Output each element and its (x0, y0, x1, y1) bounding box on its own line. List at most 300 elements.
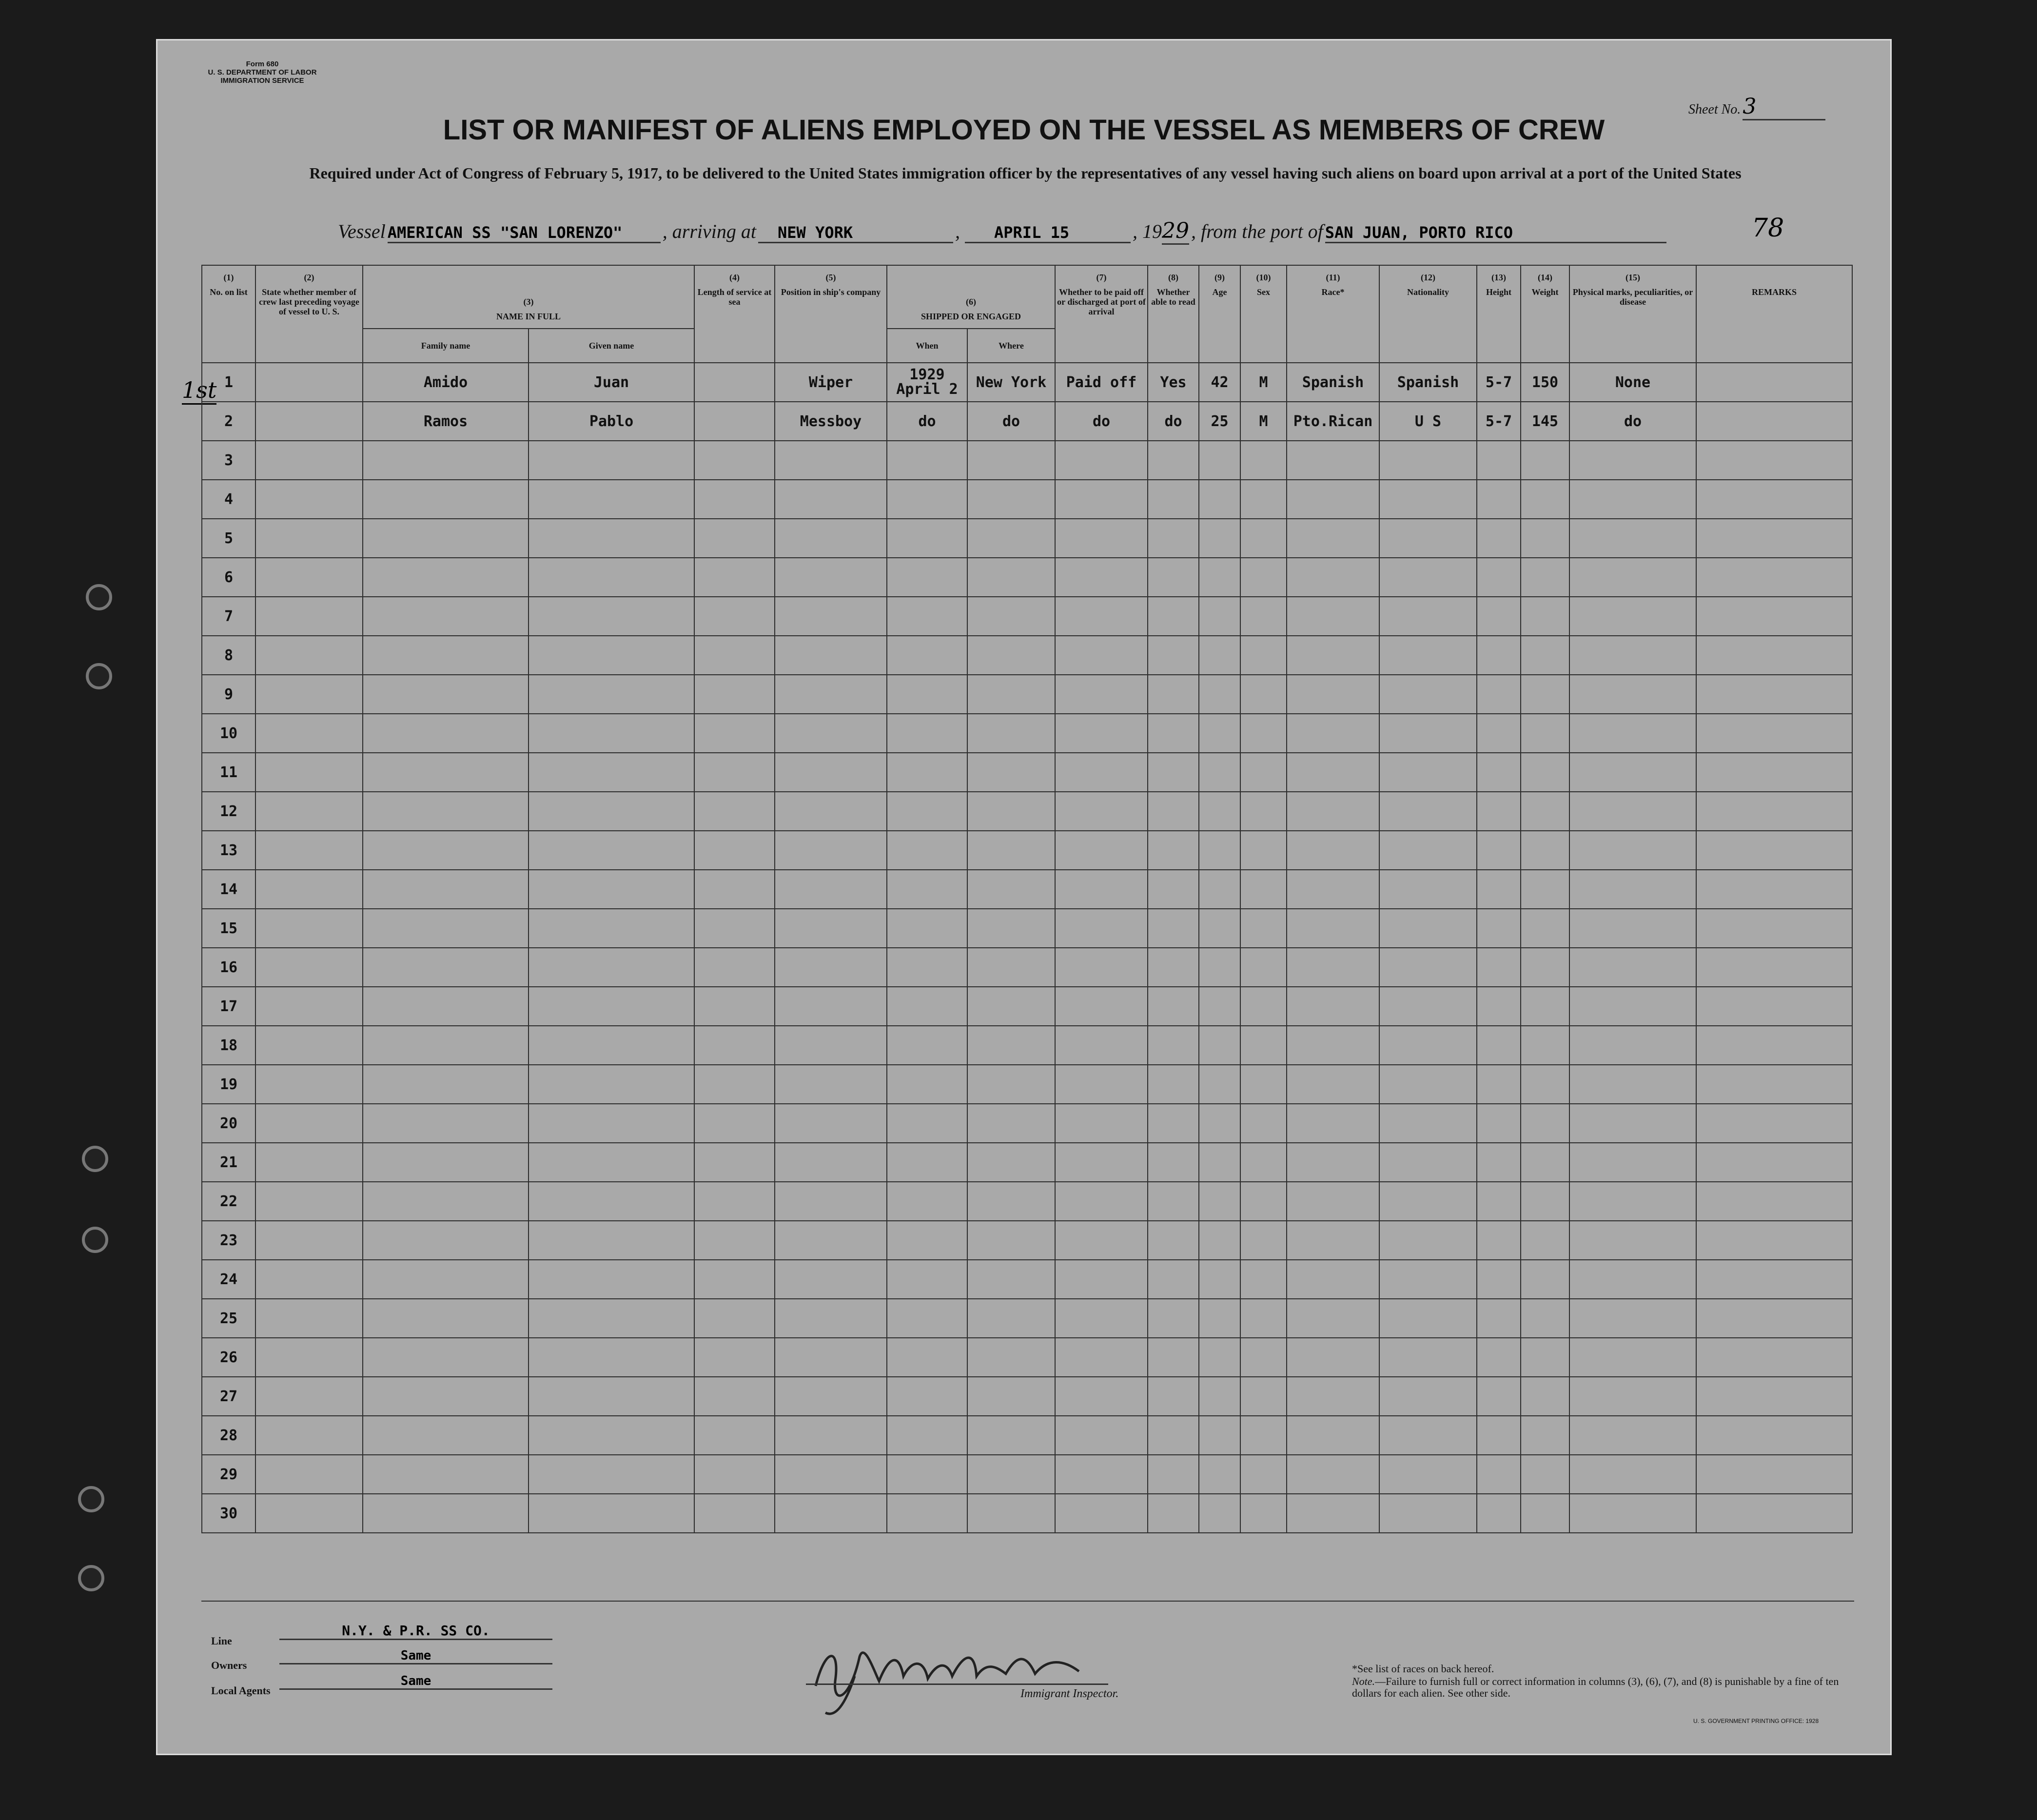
position-cell (775, 519, 887, 558)
table-row (202, 363, 1852, 402)
paid-off-cell (1055, 909, 1148, 948)
when-cell (887, 987, 967, 1026)
height-cell (1477, 1299, 1521, 1338)
height-cell (1477, 1065, 1521, 1104)
nationality-cell (1379, 480, 1477, 519)
race-cell (1287, 1221, 1379, 1260)
table-row (202, 636, 1852, 675)
table-row (202, 519, 1852, 558)
last-voyage-cell (255, 1260, 363, 1299)
race-cell (1287, 1377, 1379, 1416)
family-name-cell (363, 1455, 529, 1494)
row-number: 19 (202, 1065, 255, 1104)
nationality-cell (1379, 1026, 1477, 1065)
race-cell (1287, 675, 1379, 714)
age-cell: 42 (1199, 363, 1240, 402)
age-cell (1199, 987, 1240, 1026)
age-cell (1199, 1143, 1240, 1182)
race-cell (1287, 1026, 1379, 1065)
binder-ring (78, 1486, 104, 1512)
weight-cell (1521, 987, 1569, 1026)
nationality-cell (1379, 1143, 1477, 1182)
when-cell (887, 1377, 967, 1416)
family-name-cell (363, 1104, 529, 1143)
departure-port: SAN JUAN, PORTO RICO (1325, 223, 1666, 243)
service-cell (694, 1416, 775, 1455)
row-number: 14 (202, 870, 255, 909)
row-number: 30 (202, 1494, 255, 1533)
last-voyage-cell (255, 1182, 363, 1221)
last-voyage-cell (255, 714, 363, 753)
where-cell (967, 558, 1055, 597)
able-to-read-cell (1148, 636, 1199, 675)
where-cell (967, 792, 1055, 831)
when-cell (887, 597, 967, 636)
position-cell (775, 870, 887, 909)
family-name-cell (363, 441, 529, 480)
where-cell (967, 636, 1055, 675)
position-cell (775, 792, 887, 831)
physical-marks-cell (1569, 1104, 1696, 1143)
where-cell: do (967, 402, 1055, 441)
table-row (202, 909, 1852, 948)
paid-off-cell (1055, 948, 1148, 987)
family-name-cell (363, 714, 529, 753)
where-cell (967, 1065, 1055, 1104)
paid-off-cell (1055, 597, 1148, 636)
service-cell (694, 714, 775, 753)
service-cell (694, 831, 775, 870)
remarks-cell (1696, 1260, 1852, 1299)
given-name-cell (529, 1221, 694, 1260)
where-cell (967, 441, 1055, 480)
row-number: 21 (202, 1143, 255, 1182)
physical-marks-cell (1569, 1299, 1696, 1338)
family-name-cell (363, 519, 529, 558)
binder-ring (82, 1146, 108, 1172)
last-voyage-cell (255, 1338, 363, 1377)
physical-marks-cell (1569, 987, 1696, 1026)
given-name-cell (529, 597, 694, 636)
paid-off-cell (1055, 480, 1148, 519)
paid-off-cell (1055, 1416, 1148, 1455)
last-voyage-cell (255, 870, 363, 909)
row-number: 10 (202, 714, 255, 753)
agents-value: Same (279, 1674, 552, 1690)
when-cell (887, 948, 967, 987)
able-to-read-cell (1148, 1026, 1199, 1065)
height-cell (1477, 987, 1521, 1026)
col-header-height: (13) Height (1477, 265, 1521, 363)
position-cell (775, 1182, 887, 1221)
paid-off-cell (1055, 1182, 1148, 1221)
given-name-cell (529, 519, 694, 558)
age-cell: 25 (1199, 402, 1240, 441)
where-cell (967, 831, 1055, 870)
family-name-cell (363, 987, 529, 1026)
physical-marks-cell (1569, 753, 1696, 792)
age-cell (1199, 1455, 1240, 1494)
last-voyage-cell (255, 1221, 363, 1260)
position-cell: Wiper (775, 363, 887, 402)
row-number: 29 (202, 1455, 255, 1494)
physical-marks-cell (1569, 636, 1696, 675)
remarks-cell (1696, 1026, 1852, 1065)
paid-off-cell (1055, 636, 1148, 675)
family-name-cell (363, 1143, 529, 1182)
paid-off-cell (1055, 675, 1148, 714)
weight-cell (1521, 1260, 1569, 1299)
sex-cell (1240, 675, 1287, 714)
age-cell (1199, 792, 1240, 831)
race-note: *See list of races on back hereof. (1352, 1663, 1494, 1675)
vessel-name: AMERICAN SS "SAN LORENZO" (388, 223, 661, 243)
where-cell (967, 1026, 1055, 1065)
binder-ring (86, 584, 112, 610)
height-cell: 5-7 (1477, 402, 1521, 441)
last-voyage-cell (255, 363, 363, 402)
paid-off-cell (1055, 753, 1148, 792)
table-row (202, 714, 1852, 753)
position-cell (775, 1143, 887, 1182)
race-cell (1287, 1338, 1379, 1377)
remarks-cell (1696, 987, 1852, 1026)
row-number: 15 (202, 909, 255, 948)
weight-cell (1521, 480, 1569, 519)
remarks-cell (1696, 1377, 1852, 1416)
age-cell (1199, 597, 1240, 636)
position-cell (775, 1494, 887, 1533)
nationality-cell (1379, 987, 1477, 1026)
last-voyage-cell (255, 909, 363, 948)
weight-cell (1521, 636, 1569, 675)
race-cell (1287, 636, 1379, 675)
age-cell (1199, 558, 1240, 597)
position-cell: Messboy (775, 402, 887, 441)
race-cell: Spanish (1287, 363, 1379, 402)
remarks-cell (1696, 1416, 1852, 1455)
col-header-nationality: (12) Nationality (1379, 265, 1477, 363)
sex-cell (1240, 792, 1287, 831)
race-cell (1287, 909, 1379, 948)
age-cell (1199, 1260, 1240, 1299)
remarks-cell (1696, 870, 1852, 909)
height-cell (1477, 1455, 1521, 1494)
col-header-able-to-read: (8) Whether able to read (1148, 265, 1199, 363)
row-number: 24 (202, 1260, 255, 1299)
nationality-cell (1379, 909, 1477, 948)
given-name-cell (529, 831, 694, 870)
height-cell (1477, 1260, 1521, 1299)
col-header-sex: (10) Sex (1240, 265, 1287, 363)
position-cell (775, 753, 887, 792)
where-cell (967, 1299, 1055, 1338)
race-cell (1287, 948, 1379, 987)
row-number: 17 (202, 987, 255, 1026)
able-to-read-cell (1148, 1338, 1199, 1377)
where-cell (967, 753, 1055, 792)
height-cell (1477, 597, 1521, 636)
weight-cell (1521, 441, 1569, 480)
where-cell (967, 1260, 1055, 1299)
given-name-cell (529, 1182, 694, 1221)
form-identifier (206, 60, 318, 85)
family-name-cell (363, 597, 529, 636)
given-name-cell (529, 480, 694, 519)
binder-ring (78, 1565, 104, 1591)
sex-cell (1240, 1260, 1287, 1299)
physical-marks-cell (1569, 948, 1696, 987)
weight-cell (1521, 1338, 1569, 1377)
printer-mark: U. S. GOVERNMENT PRINTING OFFICE: 1928 (1693, 1718, 1819, 1724)
paid-off-cell (1055, 1026, 1148, 1065)
able-to-read-cell (1148, 753, 1199, 792)
last-voyage-cell (255, 792, 363, 831)
paid-off-cell (1055, 987, 1148, 1026)
age-cell (1199, 1026, 1240, 1065)
service-cell (694, 948, 775, 987)
age-cell (1199, 1221, 1240, 1260)
where-cell (967, 1221, 1055, 1260)
height-cell (1477, 1221, 1521, 1260)
given-name-cell (529, 1104, 694, 1143)
col-header-no: (1) No. on list (202, 265, 255, 363)
where-cell (967, 948, 1055, 987)
paid-off-cell (1055, 870, 1148, 909)
last-voyage-cell (255, 1299, 363, 1338)
age-cell (1199, 480, 1240, 519)
age-cell (1199, 1065, 1240, 1104)
service-cell (694, 1260, 775, 1299)
physical-marks-cell (1569, 831, 1696, 870)
paid-off-cell (1055, 1065, 1148, 1104)
col-header-position: (5) Position in ship's company (775, 265, 887, 363)
able-to-read-cell (1148, 870, 1199, 909)
race-cell (1287, 831, 1379, 870)
row-number: 6 (202, 558, 255, 597)
service-cell (694, 1299, 775, 1338)
row-number: 4 (202, 480, 255, 519)
service-cell (694, 1065, 775, 1104)
able-to-read-cell (1148, 441, 1199, 480)
position-cell (775, 1455, 887, 1494)
last-voyage-cell (255, 1377, 363, 1416)
paid-off-cell (1055, 1455, 1148, 1494)
physical-marks-cell (1569, 1377, 1696, 1416)
inspector-signature (806, 1627, 1108, 1725)
when-cell (887, 558, 967, 597)
given-name-cell (529, 1416, 694, 1455)
form-subtitle: Required under Act of Congress of February 5, 1917, to be delivered to the United States immigration officer by the representatives of any vessel having such aliens on board upon arrival at a port of the United States (309, 164, 1742, 182)
given-name-cell (529, 636, 694, 675)
remarks-cell (1696, 714, 1852, 753)
family-name-cell (363, 675, 529, 714)
table-row (202, 480, 1852, 519)
when-cell (887, 1143, 967, 1182)
nationality-cell (1379, 441, 1477, 480)
able-to-read-cell (1148, 519, 1199, 558)
signature-line (806, 1683, 1108, 1685)
last-voyage-cell (255, 519, 363, 558)
able-to-read-cell (1148, 1494, 1199, 1533)
family-name-cell (363, 831, 529, 870)
inspector-label: Immigrant Inspector. (1020, 1687, 1119, 1700)
given-name-cell (529, 792, 694, 831)
nationality-cell (1379, 831, 1477, 870)
weight-cell (1521, 1416, 1569, 1455)
able-to-read-cell (1148, 1377, 1199, 1416)
age-cell (1199, 909, 1240, 948)
nationality-cell (1379, 1377, 1477, 1416)
weight-cell (1521, 675, 1569, 714)
col-header-age: (9) Age (1199, 265, 1240, 363)
family-name-cell (363, 753, 529, 792)
sex-cell (1240, 1377, 1287, 1416)
family-name-cell (363, 792, 529, 831)
arrival-year: 29 (1162, 218, 1189, 245)
able-to-read-cell (1148, 831, 1199, 870)
weight-cell (1521, 519, 1569, 558)
age-cell (1199, 1494, 1240, 1533)
last-voyage-cell (255, 675, 363, 714)
table-row (202, 1104, 1852, 1143)
weight-cell (1521, 1143, 1569, 1182)
able-to-read-cell (1148, 597, 1199, 636)
remarks-cell (1696, 792, 1852, 831)
note-label: Note. (1352, 1675, 1375, 1687)
service-cell (694, 1104, 775, 1143)
table-row (202, 753, 1852, 792)
nationality-cell: U S (1379, 402, 1477, 441)
where-cell (967, 1182, 1055, 1221)
where-cell (967, 1143, 1055, 1182)
weight-cell (1521, 597, 1569, 636)
nationality-cell (1379, 948, 1477, 987)
where-cell (967, 519, 1055, 558)
position-cell (775, 987, 887, 1026)
table-row (202, 441, 1852, 480)
when-cell (887, 831, 967, 870)
physical-marks-cell (1569, 1065, 1696, 1104)
remarks-cell (1696, 831, 1852, 870)
age-cell (1199, 1299, 1240, 1338)
row-number: 8 (202, 636, 255, 675)
footer-rule (201, 1601, 1854, 1602)
family-name-cell (363, 1494, 529, 1533)
nationality-cell (1379, 1104, 1477, 1143)
nationality-cell (1379, 519, 1477, 558)
service-cell (694, 519, 775, 558)
service-cell (694, 363, 775, 402)
where-cell (967, 675, 1055, 714)
weight-cell (1521, 831, 1569, 870)
age-cell (1199, 714, 1240, 753)
table-row (202, 831, 1852, 870)
able-to-read-cell (1148, 948, 1199, 987)
arrival-date: APRIL 15 (965, 223, 1131, 243)
weight-cell (1521, 1104, 1569, 1143)
remarks-cell (1696, 597, 1852, 636)
position-cell (775, 597, 887, 636)
physical-marks-cell (1569, 714, 1696, 753)
sex-cell (1240, 909, 1287, 948)
race-cell (1287, 1104, 1379, 1143)
col-header-length-of-service: (4) Length of service at sea (694, 265, 775, 363)
age-cell (1199, 1338, 1240, 1377)
last-voyage-cell (255, 1416, 363, 1455)
age-cell (1199, 636, 1240, 675)
crew-manifest-table (201, 265, 1853, 1533)
last-voyage-cell (255, 753, 363, 792)
physical-marks-cell (1569, 1416, 1696, 1455)
manifest-sheet (156, 39, 1892, 1755)
row-number: 22 (202, 1182, 255, 1221)
table-row (202, 1260, 1852, 1299)
nationality-cell (1379, 597, 1477, 636)
sex-cell (1240, 636, 1287, 675)
table-row (202, 1494, 1852, 1533)
paid-off-cell (1055, 558, 1148, 597)
where-cell (967, 1377, 1055, 1416)
owners-label: Owners (211, 1659, 247, 1671)
when-cell (887, 792, 967, 831)
given-name-cell (529, 675, 694, 714)
race-cell (1287, 441, 1379, 480)
physical-marks-cell (1569, 1455, 1696, 1494)
weight-cell (1521, 948, 1569, 987)
position-cell (775, 1221, 887, 1260)
able-to-read-cell (1148, 675, 1199, 714)
position-cell (775, 714, 887, 753)
remarks-cell (1696, 1299, 1852, 1338)
service-cell (694, 1143, 775, 1182)
row-number: 12 (202, 792, 255, 831)
col-header-race: (11) Race* (1287, 265, 1379, 363)
sex-cell (1240, 1143, 1287, 1182)
family-name-cell (363, 909, 529, 948)
sex-cell (1240, 831, 1287, 870)
where-cell (967, 909, 1055, 948)
row-number: 13 (202, 831, 255, 870)
given-name-cell (529, 558, 694, 597)
paid-off-cell (1055, 1260, 1148, 1299)
row-number: 23 (202, 1221, 255, 1260)
paid-off-cell: do (1055, 402, 1148, 441)
nationality-cell (1379, 1416, 1477, 1455)
age-cell (1199, 753, 1240, 792)
remarks-cell (1696, 1494, 1852, 1533)
family-name-cell (363, 1416, 529, 1455)
when-cell (887, 1065, 967, 1104)
race-cell (1287, 1143, 1379, 1182)
age-cell (1199, 441, 1240, 480)
height-cell (1477, 675, 1521, 714)
given-name-cell (529, 1494, 694, 1533)
paid-off-cell (1055, 441, 1148, 480)
paid-off-cell (1055, 1221, 1148, 1260)
remarks-cell (1696, 1182, 1852, 1221)
row-number: 18 (202, 1026, 255, 1065)
when-cell (887, 1416, 967, 1455)
paid-off-cell (1055, 1143, 1148, 1182)
nationality-cell (1379, 1299, 1477, 1338)
service-cell (694, 753, 775, 792)
where-cell (967, 1416, 1055, 1455)
service-cell (694, 636, 775, 675)
table-row (202, 948, 1852, 987)
paid-off-cell (1055, 1377, 1148, 1416)
arriving-label: , arriving at (662, 220, 756, 242)
